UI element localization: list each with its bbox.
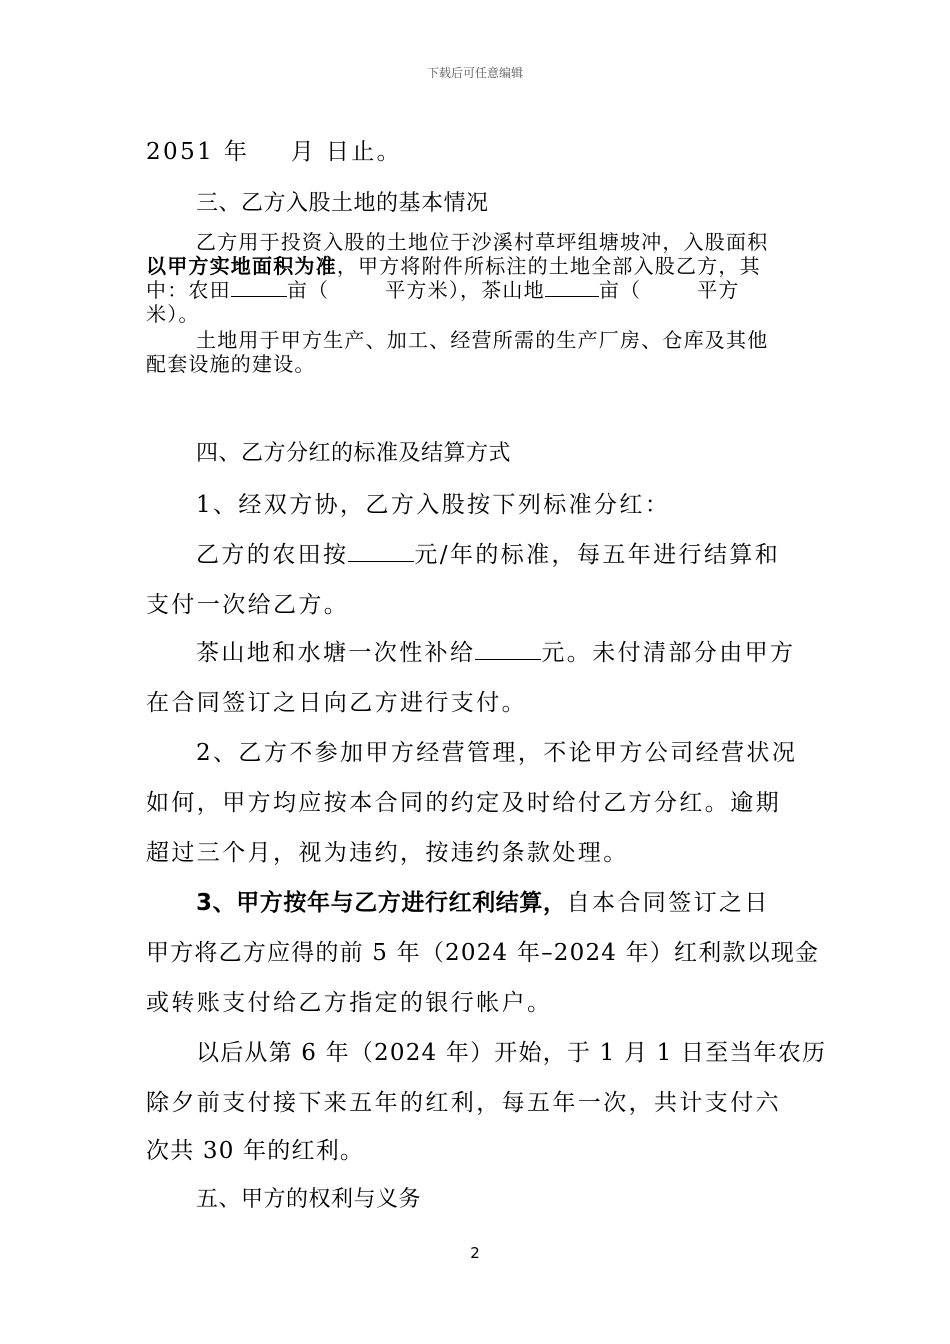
farmland-dividend-line1 — [196, 536, 780, 569]
sec3-para1-line3 — [146, 274, 740, 303]
sec4-item2-line2: 如何，甲方均应按本合同的约定及时给付乙方分红。逾期 — [146, 790, 781, 816]
sec4-item3-line2: 甲方将乙方应得的前 5 年（2024 年–2024 年）红利款以现金 — [146, 940, 820, 966]
sec4-item2-line3: 超过三个月，视为违约，按违约条款处理。 — [146, 840, 629, 866]
farmland-dividend-text: 乙方的农田按 — [196, 542, 349, 568]
section-5-title: 五、甲方的权利与义务 — [196, 1187, 422, 1212]
month-char: 月 — [290, 139, 317, 165]
tea-compensation-text: 茶山地和水塘一次性补给 — [196, 640, 476, 666]
section-4-title: 四、乙方分红的标准及结算方式 — [196, 441, 512, 466]
tea-mu-blank — [545, 278, 599, 297]
mu-label-1: 亩（ — [286, 278, 330, 302]
tea-compensation-line1 — [196, 634, 795, 667]
end-date-line — [146, 133, 402, 166]
settlement-bold-text: 3、甲方按年与乙方进行红利结算， — [196, 890, 567, 916]
end-year: 2051 — [146, 139, 215, 165]
day-char: 日止。 — [325, 139, 403, 165]
later-payment-line1: 以后从第 6 年（2024 年）开始，于 1 月 1 日至当年农历 — [196, 1040, 827, 1066]
farmland-dividend-text-2: 元/年的标准，每五年进行结算和 — [414, 542, 781, 568]
tea-label: 平方米），茶山地 — [385, 278, 545, 302]
section-3-title: 三、乙方入股土地的基本情况 — [196, 191, 489, 216]
sec4-item3-line1 — [196, 884, 770, 917]
mu-label-2: 亩（ — [598, 278, 642, 302]
tea-compensation-blank — [475, 641, 541, 660]
sec3-para1-line1: 乙方用于投资入股的土地位于沙溪村草坪组塘坡冲，入股面积 — [196, 230, 769, 254]
sec3-para1-line2-rest: ，甲方将附件所标注的土地全部入股乙方，其 — [336, 254, 761, 278]
farmland-dividend-line2: 支付一次给乙方。 — [146, 592, 350, 618]
later-payment-line3: 次共 30 年的红利。 — [146, 1138, 365, 1164]
page-header: 下载后可任意编辑 — [426, 66, 523, 80]
tea-compensation-text-2: 元。未付清部分由甲方 — [541, 640, 796, 666]
sec4-item2-line1: 2、乙方不参加甲方经营管理，不论甲方公司经营状况 — [196, 740, 798, 766]
farmland-label: 中：农田 — [146, 278, 231, 302]
sec4-item1: 1、经双方协，乙方入股按下列标准分红： — [196, 492, 671, 518]
farmland-mu-blank — [231, 278, 287, 297]
area-standard-bold: 以甲方实地面积为准 — [146, 254, 337, 278]
page-number: 2 — [470, 1244, 480, 1262]
year-char: 年 — [223, 139, 250, 165]
sec4-item3-line3: 或转账支付给乙方指定的银行帐户。 — [146, 990, 553, 1016]
tea-compensation-line2: 在合同签订之日向乙方进行支付。 — [146, 690, 527, 716]
settlement-rest-text: 自本合同签订之日 — [566, 890, 770, 916]
farmland-dividend-blank — [348, 543, 414, 562]
sec3-para2-line2: 配套设施的建设。 — [146, 352, 316, 376]
later-payment-line2: 除夕前支付接下来五年的红利，每五年一次，共计支付六 — [146, 1090, 781, 1116]
sec3-para1-line4: 米）。 — [146, 302, 200, 326]
sec3-para2-line1: 土地用于甲方生产、加工、经营所需的生产厂房、仓库及其他 — [196, 328, 769, 352]
sqm-label: 平方 — [697, 278, 740, 302]
